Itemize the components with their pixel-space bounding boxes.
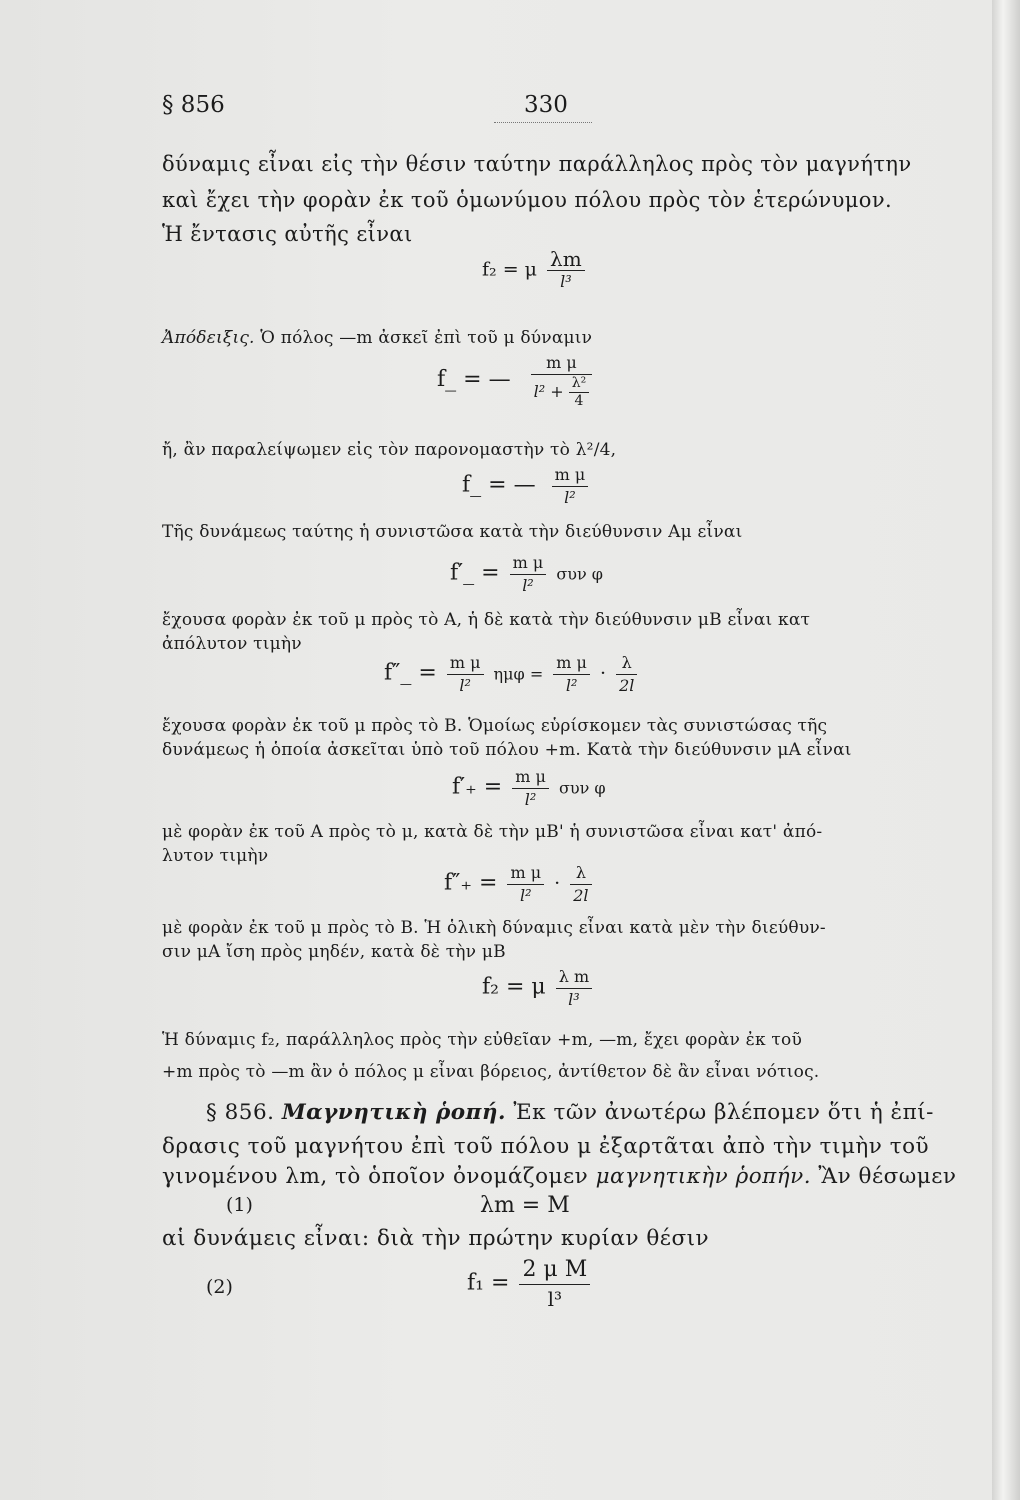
equation-number-1: (1)	[226, 1194, 253, 1216]
equation-7-dot: ·	[554, 872, 561, 895]
text-line-5: ἤ, ἂν παραλείψωμεν εἰς τὸν παρονομαστὴν τὸ λ²/4,	[162, 440, 617, 460]
text-line-12: λυτον τιμὴν	[162, 846, 269, 866]
equation-1	[482, 248, 589, 293]
equation-8-fraction	[556, 966, 592, 1011]
equation-7	[444, 862, 596, 907]
text-line-17-rest: Ἐκ τῶν ἀνωτέρω βλέπομεν ὅτι ἡ ἐπί-	[513, 1100, 934, 1125]
equation-5-fraction-3	[616, 652, 637, 697]
page-number-rule	[494, 122, 592, 125]
magnetic-moment-term: μαγνητικὴν ῥοπήν.	[595, 1164, 812, 1189]
text-line-4	[162, 328, 592, 348]
equation-2	[437, 352, 596, 410]
equation-4-fraction	[510, 552, 547, 597]
equation-6-numerator: m μ	[515, 767, 546, 786]
equation-6-rhs: συν φ	[558, 778, 606, 798]
text-line-19	[162, 1164, 956, 1189]
text-line-17	[162, 1100, 934, 1125]
equation-7-lhs: f″₊ =	[444, 870, 498, 896]
equation-3-fraction	[552, 464, 589, 509]
equation-3-lhs: f_ = —	[462, 472, 536, 498]
equation-5-numerator-3: λ	[621, 653, 632, 672]
section-mark: § 856.	[206, 1100, 275, 1125]
text-line-9: ἔχουσα φορὰν ἐκ τοῦ μ πρὸς τὸ B. Ὁμοίως εὑρίσκομεν τὰς συνιστώσας τῆς	[162, 716, 828, 736]
equation-8-lhs: f₂ = μ	[482, 974, 546, 1000]
equation-10-fraction	[519, 1256, 590, 1313]
equation-9: λm = M	[480, 1193, 570, 1218]
text-line-2: καὶ ἔχει τὴν φορὰν ἐκ τοῦ ὁμωνύμου πόλου πρὸς τὸν ἑτερώνυμον.	[162, 188, 893, 212]
equation-5-denominator-3: 2l	[616, 674, 637, 697]
text-line-20: αἱ δυνάμεις εἶναι: διὰ τὴν πρώτην κυρίαν θέσιν	[162, 1226, 710, 1251]
equation-3-denominator: l²	[552, 486, 589, 509]
equation-8-numerator: λ m	[558, 967, 590, 986]
equation-4	[450, 552, 603, 597]
equation-7-denominator-1: l²	[507, 884, 544, 907]
equation-7-fraction-1	[507, 862, 544, 907]
text-line-16: +m πρὸς τὸ —m ἂν ὁ πόλος μ εἶναι βόρειος, ἀντίθετον δὲ ἂν εἶναι νότιος.	[162, 1062, 820, 1082]
equation-2-numerator: m μ	[546, 353, 577, 372]
equation-3	[462, 464, 592, 509]
equation-8-denominator: l³	[556, 988, 592, 1011]
equation-1-denominator: l³	[547, 270, 585, 293]
equation-2-denominator	[531, 374, 593, 410]
equation-2-lhs: f_ = —	[437, 367, 511, 392]
text-line-14: σιν μA ἴση πρὸς μηδέν, κατὰ δὲ τὴν μB	[162, 942, 506, 962]
text-line-19-a: γινομένου λm, τὸ ὁποῖον ὀνομάζομεν	[162, 1164, 589, 1189]
equation-1-fraction	[547, 248, 585, 293]
text-line-6: Τῆς δυνάμεως ταύτης ἡ συνιστῶσα κατὰ τὴν διεύθυνσιν Αμ εἶναι	[162, 522, 743, 542]
equation-5-dot: ·	[599, 662, 607, 685]
equation-2-inner-fraction	[569, 375, 590, 410]
text-line-4-rest: Ὁ πόλος —m ἀσκεῖ ἐπὶ τοῦ μ δύναμιν	[260, 328, 593, 348]
equation-4-lhs: f′_ =	[450, 560, 500, 586]
equation-5-denominator-2: l²	[553, 674, 590, 697]
equation-5-lhs: f″_ =	[384, 660, 437, 686]
equation-1-numerator: λm	[550, 247, 582, 271]
equation-number-2: (2)	[206, 1276, 233, 1298]
text-line-8: ἀπόλυτον τιμὴν	[162, 634, 302, 654]
text-line-19-b: Ἂν θέσωμεν	[818, 1164, 957, 1189]
equation-2-inner-den: 4	[569, 392, 590, 410]
equation-7-numerator-2: λ	[575, 863, 586, 882]
equation-10-denominator: l³	[519, 1284, 590, 1313]
equation-4-numerator: m μ	[512, 553, 544, 572]
page-number: 330	[524, 92, 568, 118]
text-line-3: Ἡ ἔντασις αὐτῆς εἶναι	[162, 222, 413, 246]
section-header: § 856	[162, 92, 225, 118]
text-line-10: δυνάμεως ἡ ὁποία ἀσκεῖται ὑπὸ τοῦ πόλου +m. Κατὰ τὴν διεύθυνσιν μA εἶναι	[162, 740, 852, 760]
equation-3-numerator: m μ	[554, 465, 586, 484]
equation-5-denominator-1: l²	[447, 674, 484, 697]
equation-4-denominator: l²	[510, 574, 547, 597]
page-edge	[992, 0, 1020, 1500]
equation-2-den-a: l² +	[533, 382, 564, 401]
equation-10-numerator: 2 μ M	[522, 1257, 588, 1282]
text-line-18: δρασις τοῦ μαγνήτου ἐπὶ τοῦ πόλου μ ἐξαρτᾶται ἀπὸ τὴν τιμὴν τοῦ	[162, 1134, 930, 1159]
equation-5-fraction-1	[447, 652, 484, 697]
equation-5-numerator-2: m μ	[556, 653, 587, 672]
equation-7-denominator-2: 2l	[570, 884, 591, 907]
equation-5-fraction-2	[553, 652, 590, 697]
equation-6-fraction	[512, 766, 549, 811]
equation-10	[467, 1256, 594, 1313]
text-line-13: μὲ φορὰν ἐκ τοῦ μ πρὸς τὸ B. Ἡ ὁλικὴ δύναμις εἶναι κατὰ μὲν τὴν διεύθυν-	[162, 918, 826, 938]
equation-4-rhs: συν φ	[556, 564, 603, 584]
equation-1-lhs: f₂ = μ	[482, 258, 537, 281]
section-title: Μαγνητικὴ ῥοπή.	[281, 1100, 506, 1125]
equation-5	[384, 652, 641, 697]
equation-7-numerator-1: m μ	[510, 863, 542, 882]
text-line-15: Ἡ δύναμις f₂, παράλληλος πρὸς τὴν εὐθεῖαν +m, —m, ἔχει φορὰν ἐκ τοῦ	[162, 1030, 803, 1050]
equation-6-lhs: f′₊ =	[452, 774, 503, 800]
equation-10-lhs: f₁ =	[467, 1270, 510, 1296]
equation-2-inner-num: λ²	[571, 375, 587, 391]
equation-8	[482, 966, 596, 1011]
text-line-1: δύναμις εἶναι εἰς τὴν θέσιν ταύτην παράλληλος πρὸς τὸν μαγνήτην	[162, 152, 912, 176]
equation-6	[452, 766, 606, 811]
equation-6-denominator: l²	[512, 788, 549, 811]
text-line-7: ἔχουσα φορὰν ἐκ τοῦ μ πρὸς τὸ A, ἡ δὲ κατὰ τὴν διεύθυνσιν μB εἶναι κατ	[162, 610, 811, 630]
equation-5-numerator-1: m μ	[449, 653, 481, 672]
text-line-11: μὲ φορὰν ἐκ τοῦ A πρὸς τὸ μ, κατὰ δὲ τὴν μB' ἡ συνιστῶσα εἶναι κατ' ἀπό-	[162, 822, 823, 842]
equation-7-fraction-2	[570, 862, 591, 907]
equation-2-fraction	[531, 352, 593, 410]
proof-label: Ἀπόδειξις.	[162, 328, 255, 348]
equation-5-middle: ημφ =	[493, 664, 544, 684]
